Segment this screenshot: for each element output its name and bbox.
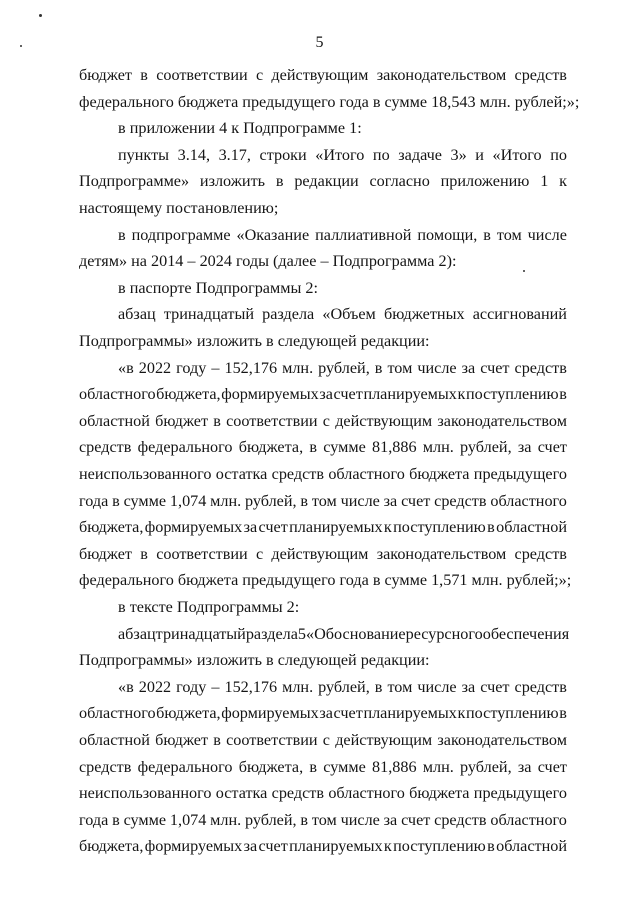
- text-line: областного бюджета, формируемых за счет планируемых к поступлению в: [79, 704, 567, 723]
- text-line: областной бюджет в соответствии с действующим законодательством: [79, 731, 567, 749]
- text-line: Подпрограмме» изложить в редакции согласно приложению 1 к: [79, 172, 567, 191]
- text-line: федерального бюджета предыдущего года в сумме 18,543 млн. рублей;»;: [79, 92, 580, 111]
- text-line: областной бюджет в соответствии с действующим законодательством: [79, 411, 567, 430]
- text-line: настоящему постановлению;: [79, 199, 279, 217]
- text-line: бюджет в соответствии с действующим законодательством средств: [79, 544, 567, 563]
- scan-speck: [523, 270, 525, 272]
- text-line: неиспользованного остатка средств областного бюджета предыдущего: [79, 784, 567, 803]
- text-line: неиспользованного остатка средств областного бюджета предыдущего: [79, 465, 567, 483]
- text-line: в паспорте Подпрограммы 2:: [118, 278, 318, 297]
- text-line: года в сумме 1,074 млн. рублей, в том числе за счет средств областного: [79, 491, 567, 510]
- text-line: в подпрограмме «Оказание паллиативной помощи, в том числе: [118, 225, 567, 244]
- text-line: в тексте Подпрограммы 2:: [118, 598, 300, 616]
- scan-speck: [39, 14, 42, 17]
- text-line: в приложении 4 к Подпрограмме 1:: [118, 119, 362, 138]
- text-line: Подпрограммы» изложить в следующей редакции:: [79, 332, 430, 350]
- text-line: бюджета, формируемых за счет планируемых к поступлению в областной: [79, 518, 567, 537]
- text-line: детям» на 2014 – 2024 годы (далее – Подпрограмма 2):: [79, 252, 457, 271]
- text-line: средств федерального бюджета, в сумме 81,886 млн. рублей, за счет: [79, 438, 567, 457]
- text-line: «в 2022 году – 152,176 млн. рублей, в том числе за счет средств: [118, 358, 567, 377]
- text-line: абзац тринадцатый раздела 5 «Обоснование ресурсного обеспечения: [118, 624, 570, 643]
- text-line: пункты 3.14, 3.17, строки «Итого по задаче 3» и «Итого по: [118, 145, 567, 164]
- text-line: федерального бюджета предыдущего года в сумме 1,571 млн. рублей;»;: [79, 571, 572, 590]
- text-line: бюджета, формируемых за счет планируемых к поступлению в областной: [79, 837, 567, 856]
- text-line: областного бюджета, формируемых за счет планируемых к поступлению в: [79, 385, 567, 404]
- text-line: абзац тринадцатый раздела «Объем бюджетных ассигнований: [118, 305, 567, 324]
- page-number: 5: [315, 34, 324, 51]
- text-line: бюджет в соответствии с действующим законодательством средств: [79, 66, 567, 84]
- text-line: средств федерального бюджета, в сумме 81,886 млн. рублей, за счет: [79, 757, 567, 776]
- text-line: года в сумме 1,074 млн. рублей, в том числе за счет средств областного: [79, 810, 567, 829]
- text-line: «в 2022 году – 152,176 млн. рублей, в том числе за счет средств: [118, 677, 567, 696]
- text-line: Подпрограммы» изложить в следующей редакции:: [79, 651, 430, 670]
